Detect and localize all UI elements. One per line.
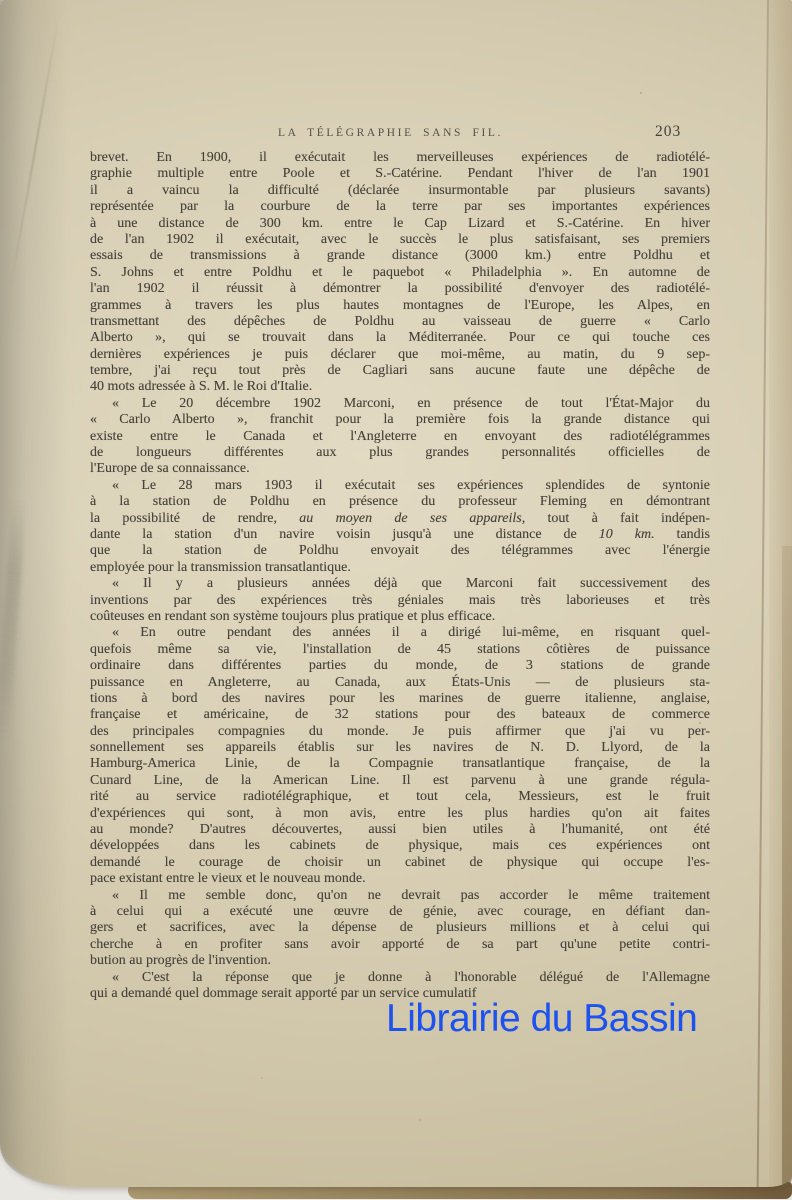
text-line: de l'an 1902 il exécutait, avec le succès le plus satisfaisant, ses premiers: [90, 231, 710, 247]
paragraph: [90, 888, 710, 970]
text-line: développées dans les cabinets de physique, mais ces expériences ont: [90, 838, 710, 854]
text-line: que la station de Poldhu envoyait des télégrammes avec l'énergie: [90, 543, 710, 559]
text-line: bution au progrès de l'invention.: [90, 953, 271, 969]
text-line: représentée par la courbure de la terre par ses importantes expériences: [90, 199, 710, 215]
text-line: quefois même sa vie, l'installation de 45 stations côtières de puissance: [90, 641, 710, 657]
text-line: « Le 20 décembre 1902 Marconi, en présence de tout l'État-Major du: [112, 395, 710, 411]
text-line: transmettant des dépêches de Poldhu au vaisseau de guerre « Carlo: [90, 313, 710, 329]
text-line: « Le 28 mars 1903 il exécutait ses expériences splendides de syntonie: [112, 477, 710, 493]
text-line: tions à bord des navires pour les marines de guerre italienne, anglaise,: [90, 690, 710, 706]
text-line: d'expériences qui sont, à mon avis, entre les plus hardies qu'on ait faites: [90, 805, 710, 821]
running-title: LA TÉLÉGRAPHIE SANS FIL.: [278, 127, 503, 139]
text-line: inventions par des expériences très géniales mais très laborieuses et très: [90, 592, 710, 608]
text-line: cherche à en profiter sans avoir apporté de sa part qu'une petite contri-: [90, 936, 710, 952]
text-line: existe entre le Canada et l'Angleterre en envoyant des radiotélégrammes: [90, 428, 710, 444]
text-line: graphie multiple entre Poole et S.-Catérine. Pendant l'hiver de l'an 1901: [90, 166, 710, 182]
text-line: l'Europe de sa connaissance.: [90, 461, 250, 477]
page-number: 203: [655, 123, 682, 140]
text-line: ordinaire dans différentes parties du monde, de 3 stations de grande: [90, 658, 710, 674]
text-line: pace existant entre le vieux et le nouveau monde.: [90, 871, 366, 887]
text-line: 40 mots adressée à S. M. le Roi d'Italie.: [90, 379, 313, 395]
text-line: coûteuses en rendant son système toujours plus pratique et plus efficace.: [90, 608, 496, 624]
text-line: rité au service radiotélégraphique, et tout cela, Messieurs, est le fruit: [90, 789, 710, 805]
text-line: grammes à travers les plus hautes montagnes de l'Europe, les Alpes, en: [90, 297, 710, 313]
running-head: [90, 123, 710, 145]
text-line: Alberto », qui se trouvait dans la Méditerranée. Pour ce qui touche ces: [90, 330, 710, 346]
text-line: S. Johns et entre Poldhu et le paquebot « Philadelphia ». En automne de: [90, 264, 710, 280]
text-line: demandé le courage de choisir un cabinet de physique qui occupe l'es-: [90, 854, 710, 870]
page-fold-line: [757, 0, 769, 1187]
text-line: Hamburg-America Linie, de la Compagnie transatlantique française, de la: [90, 756, 710, 772]
text-line: à celui qui a exécuté une œuvre de génie, avec courage, en défiant dan-: [90, 903, 710, 919]
text-line: essais de transmissions à grande distance (3000 km.) entre Poldhu et: [90, 248, 710, 264]
text-line: tembre, j'ai reçu tout près de Cagliari sans aucune faute une dépêche de: [90, 363, 710, 379]
text-line: française et américaine, de 32 stations pour des bateaux de commerce: [90, 707, 710, 723]
text-line: qui a demandé quel dommage serait apporté par un service cumulatif: [90, 985, 477, 1001]
watermark: Librairie du Bassin: [386, 997, 698, 1040]
text-line: dernières expériences je puis déclarer que moi-même, au matin, du 9 sep-: [90, 346, 710, 362]
text-line: puissance en Angleterre, au Canada, aux États-Unis — de plusieurs sta-: [90, 674, 710, 690]
text-line: de longueurs différentes aux plus grandes personnalités officielles de: [90, 445, 710, 461]
text-line: Cunard Line, de la American Line. Il est parvenu à une grande régula-: [90, 772, 710, 788]
text-line: l'an 1902 il réussit à démontrer la possibilité d'envoyer des radiotélé-: [90, 281, 710, 297]
text-line: employée pour la transmission transatlantique.: [90, 559, 351, 575]
text-line: sonnellement ses appareils établis sur les navires de N. D. Llyord, de la: [90, 740, 710, 756]
text-line: à une distance de 300 km. entre le Cap Lizard et S.-Catérine. En hiver: [90, 215, 710, 231]
text-line: à la station de Poldhu en présence du professeur Fleming en démontrant: [90, 494, 710, 510]
paragraph: [90, 478, 710, 576]
text-line: la possibilité de rendre, au moyen de ses appareils, tout à fait indépen-: [90, 510, 710, 526]
text-line: « Il me semble donc, qu'on ne devrait pas accorder le même traitement: [112, 887, 710, 903]
paragraph: [90, 576, 710, 625]
deckle-edge: [782, 546, 792, 1187]
paragraph: [90, 396, 710, 478]
text-line: des principales compagnies du monde. Je puis affirmer que j'ai vu per-: [90, 723, 710, 739]
text-line: « C'est la réponse que je donne à l'honorable délégué de l'Allemagne: [112, 969, 710, 985]
text-line: il a vaincu la difficulté (déclarée insurmontable par plusieurs savants): [90, 182, 710, 198]
text-line: gers et sacrifices, avec la dépense de plusieurs millions et à celui qui: [90, 920, 710, 936]
page-text: [90, 150, 710, 1002]
paragraph: [90, 625, 710, 887]
paragraph: [90, 150, 710, 396]
text-line: dante la station d'un navire voisin jusqu'à une distance de 10 km. tandis: [90, 526, 710, 542]
text-line: « Il y a plusieurs années déjà que Marconi fait successivement des: [112, 576, 710, 592]
text-line: au monde? D'autres découvertes, aussi bien utiles à l'humanité, ont été: [90, 822, 710, 838]
text-line: « En outre pendant des années il a dirigé lui-même, en risquant quel-: [112, 625, 710, 641]
text-line: brevet. En 1900, il exécutait les merveilleuses expériences de radiotélé-: [90, 150, 710, 165]
text-line: « Carlo Alberto », franchit pour la première fois la grande distance qui: [90, 412, 710, 428]
